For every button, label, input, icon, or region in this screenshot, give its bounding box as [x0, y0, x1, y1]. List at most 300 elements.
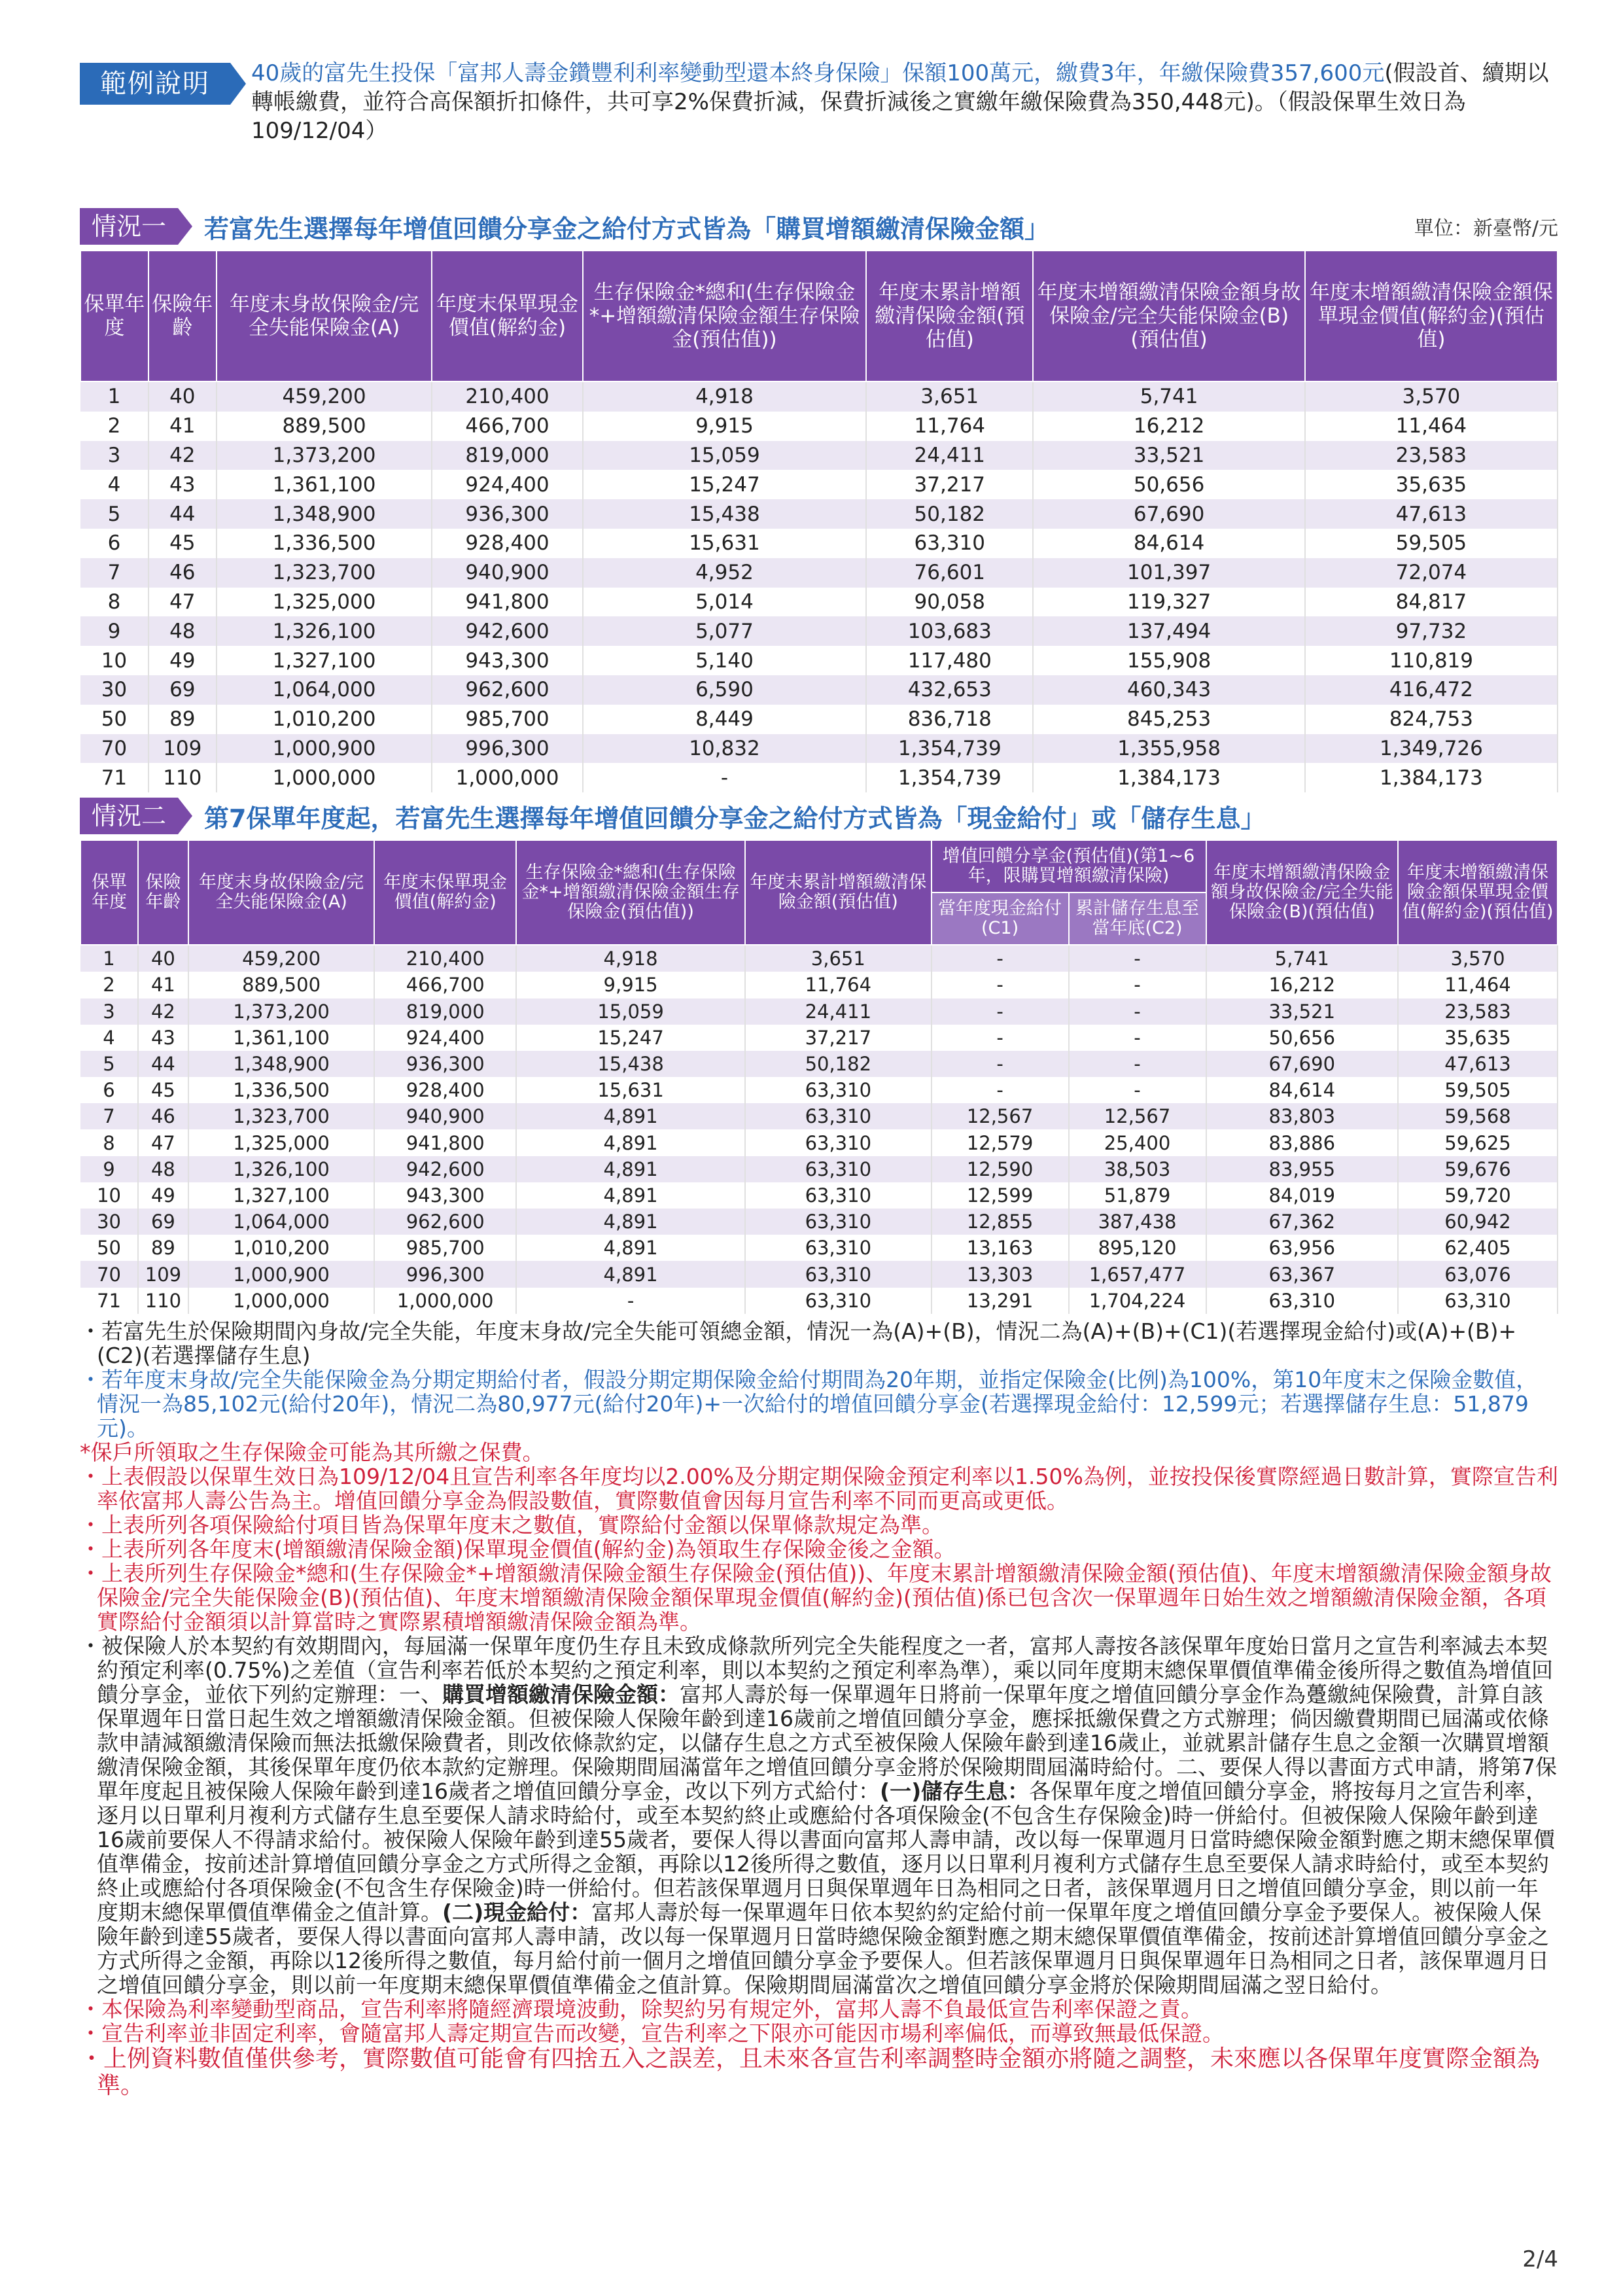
table-cell: 1,010,200 — [217, 705, 432, 734]
note-dividend-cash-text: 富邦人壽於每一保單週年日依本契約約定給付前一保單年度之增值回饋分享金予要保人。被保險人保險年齡到達55歲者，要保人得以書面向富邦人壽申請，改以每一保單週月日當時總保險金額對應之期末總保單價值準備金，按前述計算增值回饋分享金之方式所得之金額，再除以12後所得之數值，每月給付前一個月之增值回饋分享金予要保人。但若該保單週月日與保單週年日為相同之日者，該保單週月日之增值回饋分享金，則以前一年度期末總保單價值準備金之值計算。保險期間屆滿當次之增值回饋分享金將於保險期間屆滿之翌日給付。 — [97, 1899, 1549, 1998]
col-accum-paidup: 年度末累計增額繳清保險金額(預估值) — [745, 840, 932, 945]
table-cell: 63,310 — [1206, 1288, 1399, 1314]
table-cell: - — [932, 1077, 1069, 1103]
table-cell: 943,300 — [374, 1182, 516, 1209]
table-cell: - — [1069, 1025, 1206, 1051]
table-cell: 41 — [148, 412, 217, 441]
table-cell: 16,212 — [1033, 412, 1304, 441]
table-cell: 928,400 — [374, 1077, 516, 1103]
table-cell: 72,074 — [1305, 558, 1558, 588]
table-cell: 1,336,500 — [217, 529, 432, 558]
table-cell: - — [1069, 972, 1206, 998]
table-cell: 33,521 — [1033, 441, 1304, 470]
table-cell: 11,764 — [866, 412, 1033, 441]
table-cell: 71 — [80, 763, 148, 792]
table-cell: 7 — [80, 1103, 138, 1129]
table-row — [80, 441, 1558, 470]
table-cell: 84,817 — [1305, 588, 1558, 617]
table-cell: 895,120 — [1069, 1235, 1206, 1261]
table-row — [80, 1288, 1558, 1314]
table-cell: 25,400 — [1069, 1129, 1206, 1156]
note-dividend-rules — [80, 1634, 1558, 1997]
table-cell: 89 — [138, 1235, 188, 1261]
table-cell: 4,891 — [516, 1209, 745, 1235]
example-text-rest: (假設首、續期以轉帳繳費，並符合高保額折扣條件，共可享2%保費折減，保費折減後之實繳年繳保險費為350,448元)。（假設保單生效日為109/12/04） — [251, 60, 1549, 144]
table-cell: - — [1069, 998, 1206, 1025]
table-cell: 15,059 — [516, 998, 745, 1025]
table-cell: 1,704,224 — [1069, 1288, 1206, 1314]
table-cell: 70 — [80, 734, 148, 764]
table-cell: 15,438 — [583, 499, 867, 529]
table-cell: 5,741 — [1033, 381, 1304, 412]
table-cell: 889,500 — [217, 412, 432, 441]
table-cell: 3,651 — [866, 381, 1033, 412]
table-cell: 942,600 — [432, 616, 582, 646]
table-cell: 1,657,477 — [1069, 1261, 1206, 1287]
table-cell: 11,464 — [1305, 412, 1558, 441]
table-cell: 110 — [138, 1288, 188, 1314]
table-cell: 50,182 — [866, 499, 1033, 529]
table-cell: 9,915 — [516, 972, 745, 998]
col-cash-value: 年度末保單現金價值(解約金) — [374, 840, 516, 945]
table-cell: 12,567 — [1069, 1103, 1206, 1129]
table-cell: 9 — [80, 1156, 138, 1182]
col-cash-value: 年度末保單現金價值(解約金) — [432, 251, 582, 381]
table-cell: 59,568 — [1398, 1103, 1558, 1129]
col-paidup-cash-value: 年度末增額繳清保險金額保單現金價值(解約金)(預估值) — [1398, 840, 1558, 945]
table-cell: 43 — [148, 470, 217, 499]
col-cash-payment-c1: 當年度現金給付(C1) — [932, 892, 1069, 945]
table-cell: 466,700 — [374, 972, 516, 998]
table-cell: 47,613 — [1398, 1051, 1558, 1077]
table-cell: 387,438 — [1069, 1209, 1206, 1235]
table-cell: 15,247 — [583, 470, 867, 499]
table-cell: 1,000,900 — [217, 734, 432, 764]
table-cell: 8 — [80, 588, 148, 617]
table-cell: 924,400 — [374, 1025, 516, 1051]
table-cell: 1,323,700 — [188, 1103, 375, 1129]
table-cell: 9,915 — [583, 412, 867, 441]
table-cell: 889,500 — [188, 972, 375, 998]
table-cell: 23,583 — [1398, 998, 1558, 1025]
table-cell: 941,800 — [432, 588, 582, 617]
table-cell: 7 — [80, 558, 148, 588]
table-cell: 1,000,000 — [188, 1288, 375, 1314]
table-cell: 12,567 — [932, 1103, 1069, 1129]
table-cell: 12,579 — [932, 1129, 1069, 1156]
table-cell: 1,354,739 — [866, 734, 1033, 764]
table-cell: 2 — [80, 412, 148, 441]
table-cell: 10 — [80, 1182, 138, 1209]
table-cell: 119,327 — [1033, 588, 1304, 617]
table-cell: 996,300 — [374, 1261, 516, 1287]
table-row — [80, 412, 1558, 441]
table-cell: 59,505 — [1398, 1077, 1558, 1103]
table-cell: 11,764 — [745, 972, 932, 998]
table-cell: 12,599 — [932, 1182, 1069, 1209]
table-cell: 51,879 — [1069, 1182, 1206, 1209]
table-cell: 45 — [148, 529, 217, 558]
table-cell: 4,918 — [583, 381, 867, 412]
table-cell: 9 — [80, 616, 148, 646]
case1-table — [80, 250, 1558, 792]
table-cell: 1,323,700 — [217, 558, 432, 588]
table-row — [80, 763, 1558, 792]
table-cell: 1 — [80, 945, 138, 972]
table-cell: 109 — [148, 734, 217, 764]
table-cell: 12,590 — [932, 1156, 1069, 1182]
table-cell: 63,367 — [1206, 1261, 1399, 1287]
table-cell: 1,326,100 — [217, 616, 432, 646]
table-cell: 996,300 — [432, 734, 582, 764]
table-cell: 5 — [80, 499, 148, 529]
table-cell: 63,310 — [1398, 1288, 1558, 1314]
table-cell: 24,411 — [866, 441, 1033, 470]
col-accum-paidup: 年度末累計增額繳清保險金額(預估值) — [866, 251, 1033, 381]
table-cell: 40 — [138, 945, 188, 972]
table-cell: 459,200 — [217, 381, 432, 412]
table-cell: 6,590 — [583, 675, 867, 705]
table-cell: 63,310 — [745, 1077, 932, 1103]
table-cell: 460,343 — [1033, 675, 1304, 705]
table-cell: 63,310 — [745, 1261, 932, 1287]
col-paidup-cash-value: 年度末增額繳清保險金額保單現金價值(解約金)(預估值) — [1305, 251, 1558, 381]
table-cell: 5 — [80, 1051, 138, 1077]
table-cell: 4,891 — [516, 1235, 745, 1261]
table-cell: 89 — [148, 705, 217, 734]
table-cell: - — [583, 763, 867, 792]
table-cell: 46 — [138, 1103, 188, 1129]
table-cell: 1,373,200 — [188, 998, 375, 1025]
case2-badge: 情況二 — [80, 798, 178, 834]
table-cell: 50 — [80, 705, 148, 734]
note-dividend-paidup-label: 購買增額繳清保險金額： — [442, 1681, 680, 1707]
case1-table-body — [80, 381, 1558, 792]
table-row — [80, 529, 1558, 558]
note-dividend-interest-label: (一)儲存生息： — [880, 1778, 1030, 1804]
table-cell: 8 — [80, 1129, 138, 1156]
table-cell: 110,819 — [1305, 646, 1558, 675]
table-row — [80, 1025, 1558, 1051]
table-cell: 11,464 — [1398, 972, 1558, 998]
table-cell: 10 — [80, 646, 148, 675]
example-intro — [80, 59, 1558, 203]
table-cell: 110 — [148, 763, 217, 792]
table-cell: 985,700 — [432, 705, 582, 734]
table-cell: 67,690 — [1033, 499, 1304, 529]
table-cell: 109 — [138, 1261, 188, 1287]
table-row — [80, 1261, 1558, 1287]
table-cell: 155,908 — [1033, 646, 1304, 675]
table-cell: 819,000 — [432, 441, 582, 470]
table-cell: 62,405 — [1398, 1235, 1558, 1261]
table-row — [80, 1235, 1558, 1261]
table-cell: - — [1069, 1051, 1206, 1077]
table-cell: 1,361,100 — [188, 1025, 375, 1051]
table-cell: 90,058 — [866, 588, 1033, 617]
table-row — [80, 1129, 1558, 1156]
table-row — [80, 558, 1558, 588]
table-row — [80, 616, 1558, 646]
table-cell: 1,348,900 — [217, 499, 432, 529]
table-cell: 1,064,000 — [188, 1209, 375, 1235]
table-cell: 49 — [138, 1182, 188, 1209]
table-row — [80, 1182, 1558, 1209]
table-cell: 459,200 — [188, 945, 375, 972]
note-dividend-paidup-text: 富邦人壽於每一保單週年日將前一保單年度之增值回饋分享金作為躉繳純保險費，計算自該保單週年日當日起生效之增額繳清保險金額。但被保險人保險年齡到達16歲前之增值回饋分享金，應採抵繳保費之方式辦理；倘因繳費期間已屆滿或依條款申請減額繳清保險而無法抵繳保險費者，則改依條款約定，以儲存生息之方式至被保險人保險年齡到達16歲止，並就累計儲存生息之金額一次購買增額繳清保險金額，其後保單年度仍依本款約定辦理。保險期間屆滿當年之增值回饋分享金將於保險期間屆滿時給付。二、要保人得以書面方式申請，將第7保單年度起且被保險人保險年齡到達16歲者之增值回饋分享金，改以下列方式給付： — [97, 1681, 1557, 1804]
note-assumed-rate: ・上表假設以保單生效日為109/12/04且宣告利率各年度均以2.00%及分期定期保險金預定利率以1.50%為例，並按投保後實際經過日數計算，實際宣告利率依富邦人壽公告為主。增值回饋分享金為假設數值，實際數值會因每月宣告利率不同而更高或更低。 — [80, 1463, 1558, 1513]
col-paidup-death-benefit: 年度末增額繳清保險金額身故保險金/完全失能保險金(B)(預估值) — [1033, 251, 1304, 381]
table-cell: 70 — [80, 1261, 138, 1287]
table-cell: 67,362 — [1206, 1209, 1399, 1235]
table-cell: 1,000,900 — [188, 1261, 375, 1287]
col-survival-benefit: 生存保險金*總和(生存保險金*+增額繳清保險金額生存保險金(預估值)) — [516, 840, 745, 945]
table-row — [80, 1209, 1558, 1235]
col-age: 保險年齡 — [138, 840, 188, 945]
col-policy-year: 保單年度 — [80, 251, 148, 381]
table-cell: 15,247 — [516, 1025, 745, 1051]
table-cell: 824,753 — [1305, 705, 1558, 734]
table-cell: 103,683 — [866, 616, 1033, 646]
table-cell: 43 — [138, 1025, 188, 1051]
col-policy-year: 保單年度 — [80, 840, 138, 945]
note-dividend-interest-text: 各保單年度之增值回饋分享金，將按每月之宣告利率，逐月以日單利月複利方式儲存生息至要保人請求時給付，或至本契約終止或應給付各項保險金(不包含生存保險金)時一併給付。但被保險人保險年齡到達16歲前要保人不得請求給付。被保險人保險年齡到達55歲者，要保人得以書面向富邦人壽申請，改以每一保單週月日當時總保險金額對應之期末總保單價值準備金，按前述計算增值回饋分享金之方式所得之金額，再除以12後所得之數值，逐月以日單利月複利方式儲存生息至要保人請求時給付，或至本契約終止或應給付各項保險金(不包含生存保險金)時一併給付。但若該保單週月日與保單週年日為相同之日者，該保單週月日之增值回饋分享金，則以前一年度期末總保單價值準備金之值計算。 — [97, 1778, 1555, 1925]
table-cell: 67,690 — [1206, 1051, 1399, 1077]
table-cell: 8,449 — [583, 705, 867, 734]
table-cell: 1,384,173 — [1305, 763, 1558, 792]
table-cell: 3,570 — [1398, 945, 1558, 972]
table-cell: 30 — [80, 1209, 138, 1235]
case1-title: 若富先生選擇每年增值回饋分享金之給付方式皆為「購買增額繳清保險金額」 — [204, 214, 1050, 243]
table-cell: 13,303 — [932, 1261, 1069, 1287]
table-cell: - — [1069, 945, 1206, 972]
table-cell: 45 — [138, 1077, 188, 1103]
table-cell: 1,349,726 — [1305, 734, 1558, 764]
table-cell: 4,891 — [516, 1156, 745, 1182]
case2-header-row — [80, 840, 1558, 892]
table-cell: 1,010,200 — [188, 1235, 375, 1261]
table-cell: 15,631 — [516, 1077, 745, 1103]
table-row — [80, 499, 1558, 529]
table-cell: 1,000,000 — [217, 763, 432, 792]
table-cell: - — [1069, 1077, 1206, 1103]
table-cell: 1,327,100 — [217, 646, 432, 675]
table-cell: 210,400 — [374, 945, 516, 972]
table-row — [80, 705, 1558, 734]
table-cell: 83,886 — [1206, 1129, 1399, 1156]
table-cell: 42 — [138, 998, 188, 1025]
table-cell: 1,000,000 — [374, 1288, 516, 1314]
table-cell: 63,310 — [745, 1103, 932, 1129]
table-cell: 41 — [138, 972, 188, 998]
table-cell: 1 — [80, 381, 148, 412]
table-cell: 46 — [148, 558, 217, 588]
table-cell: 12,855 — [932, 1209, 1069, 1235]
table-cell: - — [932, 945, 1069, 972]
table-cell: 76,601 — [866, 558, 1033, 588]
table-cell: 13,291 — [932, 1288, 1069, 1314]
table-cell: 84,614 — [1033, 529, 1304, 558]
table-cell: 1,326,100 — [188, 1156, 375, 1182]
table-cell: 4 — [80, 470, 148, 499]
table-cell: 845,253 — [1033, 705, 1304, 734]
table-cell: 1,354,739 — [866, 763, 1033, 792]
table-cell: 13,163 — [932, 1235, 1069, 1261]
table-cell: 940,900 — [374, 1103, 516, 1129]
table-cell: 5,140 — [583, 646, 867, 675]
table-cell: 24,411 — [745, 998, 932, 1025]
col-survival-benefit: 生存保險金*總和(生存保險金*+增額繳清保險金額生存保險金(預估值)) — [583, 251, 867, 381]
table-cell: 44 — [148, 499, 217, 529]
table-row — [80, 945, 1558, 972]
table-cell: 940,900 — [432, 558, 582, 588]
table-cell: 48 — [138, 1156, 188, 1182]
note-dividend-cash-label: (二)現金給付： — [442, 1899, 592, 1925]
table-cell: 15,059 — [583, 441, 867, 470]
table-cell: 101,397 — [1033, 558, 1304, 588]
table-cell: 3 — [80, 998, 138, 1025]
case1-header-row — [80, 251, 1558, 381]
table-cell: 44 — [138, 1051, 188, 1077]
table-cell: 30 — [80, 675, 148, 705]
table-cell: - — [516, 1288, 745, 1314]
col-dividend-group: 增值回饋分享金(預估值)(第1~6年，限購買增額繳清保險) — [932, 840, 1206, 892]
table-cell: - — [932, 1051, 1069, 1077]
table-cell: 936,300 — [432, 499, 582, 529]
table-cell: 37,217 — [866, 470, 1033, 499]
table-cell: 84,019 — [1206, 1182, 1399, 1209]
table-cell: 60,942 — [1398, 1209, 1558, 1235]
case1-header — [80, 207, 1558, 246]
table-cell: 63,310 — [745, 1182, 932, 1209]
col-death-benefit: 年度末身故保險金/完全失能保險金(A) — [188, 840, 375, 945]
table-cell: 84,614 — [1206, 1077, 1399, 1103]
table-cell: 5,014 — [583, 588, 867, 617]
table-cell: 35,635 — [1305, 470, 1558, 499]
table-cell: 4,891 — [516, 1182, 745, 1209]
table-cell: 819,000 — [374, 998, 516, 1025]
note-cash-value: ・上表所列各年度末(增額繳清保險金額)保單現金價值(解約金)為領取生存保險金後之金額。 — [80, 1536, 956, 1562]
case2-table — [80, 839, 1558, 1314]
table-cell: 1,373,200 — [217, 441, 432, 470]
table-cell: - — [932, 1025, 1069, 1051]
table-cell: 63,310 — [745, 1129, 932, 1156]
col-death-benefit: 年度末身故保險金/完全失能保險金(A) — [217, 251, 432, 381]
table-cell: 37,217 — [745, 1025, 932, 1051]
table-cell: 836,718 — [866, 705, 1033, 734]
table-cell: 47 — [148, 588, 217, 617]
table-row — [80, 470, 1558, 499]
table-cell: 6 — [80, 1077, 138, 1103]
table-row — [80, 734, 1558, 764]
table-cell: 943,300 — [432, 646, 582, 675]
col-paidup-death-benefit: 年度末增額繳清保險金額身故保險金/完全失能保險金(B)(預估值) — [1206, 840, 1399, 945]
table-cell: 432,653 — [866, 675, 1033, 705]
table-cell: 49 — [148, 646, 217, 675]
table-cell: 466,700 — [432, 412, 582, 441]
table-cell: 63,310 — [745, 1288, 932, 1314]
table-row — [80, 646, 1558, 675]
table-cell: 63,310 — [745, 1209, 932, 1235]
table-cell: 928,400 — [432, 529, 582, 558]
table-cell: 1,361,100 — [217, 470, 432, 499]
table-cell: 47 — [138, 1129, 188, 1156]
table-cell: 42 — [148, 441, 217, 470]
table-cell: 962,600 — [432, 675, 582, 705]
case2-header — [80, 796, 1558, 836]
table-cell: 1,336,500 — [188, 1077, 375, 1103]
note-year-end-values: ・上表所列各項保險給付項目皆為保單年度末之數值，實際給付金額以保單條款規定為準。 — [80, 1511, 943, 1538]
table-cell: 985,700 — [374, 1235, 516, 1261]
case1-badge: 情況一 — [80, 208, 178, 245]
table-row — [80, 381, 1558, 412]
table-cell: 71 — [80, 1288, 138, 1314]
table-row — [80, 1077, 1558, 1103]
col-age: 保險年齡 — [148, 251, 217, 381]
table-cell: 942,600 — [374, 1156, 516, 1182]
table-cell: - — [932, 972, 1069, 998]
table-cell: 416,472 — [1305, 675, 1558, 705]
note-survival-premium: *保戶所領取之生存保險金可能為其所繳之保費。 — [80, 1439, 544, 1465]
table-cell: 1,325,000 — [217, 588, 432, 617]
table-cell: 33,521 — [1206, 998, 1399, 1025]
table-cell: 6 — [80, 529, 148, 558]
table-cell: 4,891 — [516, 1103, 745, 1129]
table-cell: 3,651 — [745, 945, 932, 972]
table-cell: 1,064,000 — [217, 675, 432, 705]
table-cell: 50 — [80, 1235, 138, 1261]
note-reference-only: ・上例資料數值僅供參考，實際數值可能會有四捨五入之誤差，且未來各宣告利率調整時金額亦將隨之調整，未來應以各保單年度實際金額為準。 — [80, 2045, 1541, 2099]
table-cell: 59,505 — [1305, 529, 1558, 558]
case2-table-body — [80, 945, 1558, 1314]
example-badge: 範例說明 — [80, 63, 230, 105]
table-cell: 1,325,000 — [188, 1129, 375, 1156]
example-text-highlight: 40歲的富先生投保「富邦人壽金鑽豐利利率變動型還本終身保險」保額100萬元，繳費3年，年繳保險費357,600元 — [251, 60, 1385, 86]
table-cell: 63,310 — [745, 1235, 932, 1261]
table-cell: 5,077 — [583, 616, 867, 646]
table-cell: 63,956 — [1206, 1235, 1399, 1261]
table-cell: 4 — [80, 1025, 138, 1051]
table-cell: 47,613 — [1305, 499, 1558, 529]
note-no-guarantee: ・宣告利率並非固定利率，會隨富邦人壽定期宣告而改變，宣告利率之下限亦可能因市場利率偏低，而導致無最低保證。 — [80, 2020, 1224, 2046]
table-cell: 4,918 — [516, 945, 745, 972]
table-cell: 4,952 — [583, 558, 867, 588]
table-cell: - — [932, 998, 1069, 1025]
table-cell: 117,480 — [866, 646, 1033, 675]
table-cell: 962,600 — [374, 1209, 516, 1235]
table-cell: 10,832 — [583, 734, 867, 764]
table-cell: 63,310 — [866, 529, 1033, 558]
table-cell: 59,676 — [1398, 1156, 1558, 1182]
table-row — [80, 1156, 1558, 1182]
note-paidup-included: ・上表所列生存保險金*總和(生存保險金*+增額繳清保險金額生存保險金(預估值))、年度末累計增額繳清保險金額(預估值)、年度末增額繳清保險金額身故保險金/完全失能保險金(B)(預估值)、年度末增額繳清保險金額保單現金價值(解約金)(預估值)係已包含次一保單週年日始生效之增額繳清保險金額，各項實際給付金額須以計算當時之實際累積增額繳清保險金額為準。 — [80, 1560, 1552, 1634]
note-total-benefit: ・若富先生於保險期間內身故/完全失能，年度末身故/完全失能可領總金額，情況一為(A)+(B)，情況二為(A)+(B)+(C1)(若選擇現金給付)或(A)+(B)+(C2)(若選擇儲存生息) — [80, 1318, 1517, 1368]
case2-title: 第7保單年度起，若富先生選擇每年增值回饋分享金之給付方式皆為「現金給付」或「儲存生息」 — [204, 804, 1266, 833]
table-row — [80, 1103, 1558, 1129]
table-cell: 83,955 — [1206, 1156, 1399, 1182]
table-cell: 97,732 — [1305, 616, 1558, 646]
table-cell: 936,300 — [374, 1051, 516, 1077]
notes-section — [80, 1319, 1558, 2099]
table-cell: 210,400 — [432, 381, 582, 412]
table-cell: 137,494 — [1033, 616, 1304, 646]
table-cell: 50,656 — [1033, 470, 1304, 499]
table-row — [80, 972, 1558, 998]
table-cell: 59,625 — [1398, 1129, 1558, 1156]
table-cell: 40 — [148, 381, 217, 412]
table-cell: 1,000,000 — [432, 763, 582, 792]
note-variable-rate: ・本保險為利率變動型商品，宣告利率將隨經濟環境波動，除契約另有規定外，富邦人壽不負最低宣告利率保證之責。 — [80, 1996, 1202, 2022]
